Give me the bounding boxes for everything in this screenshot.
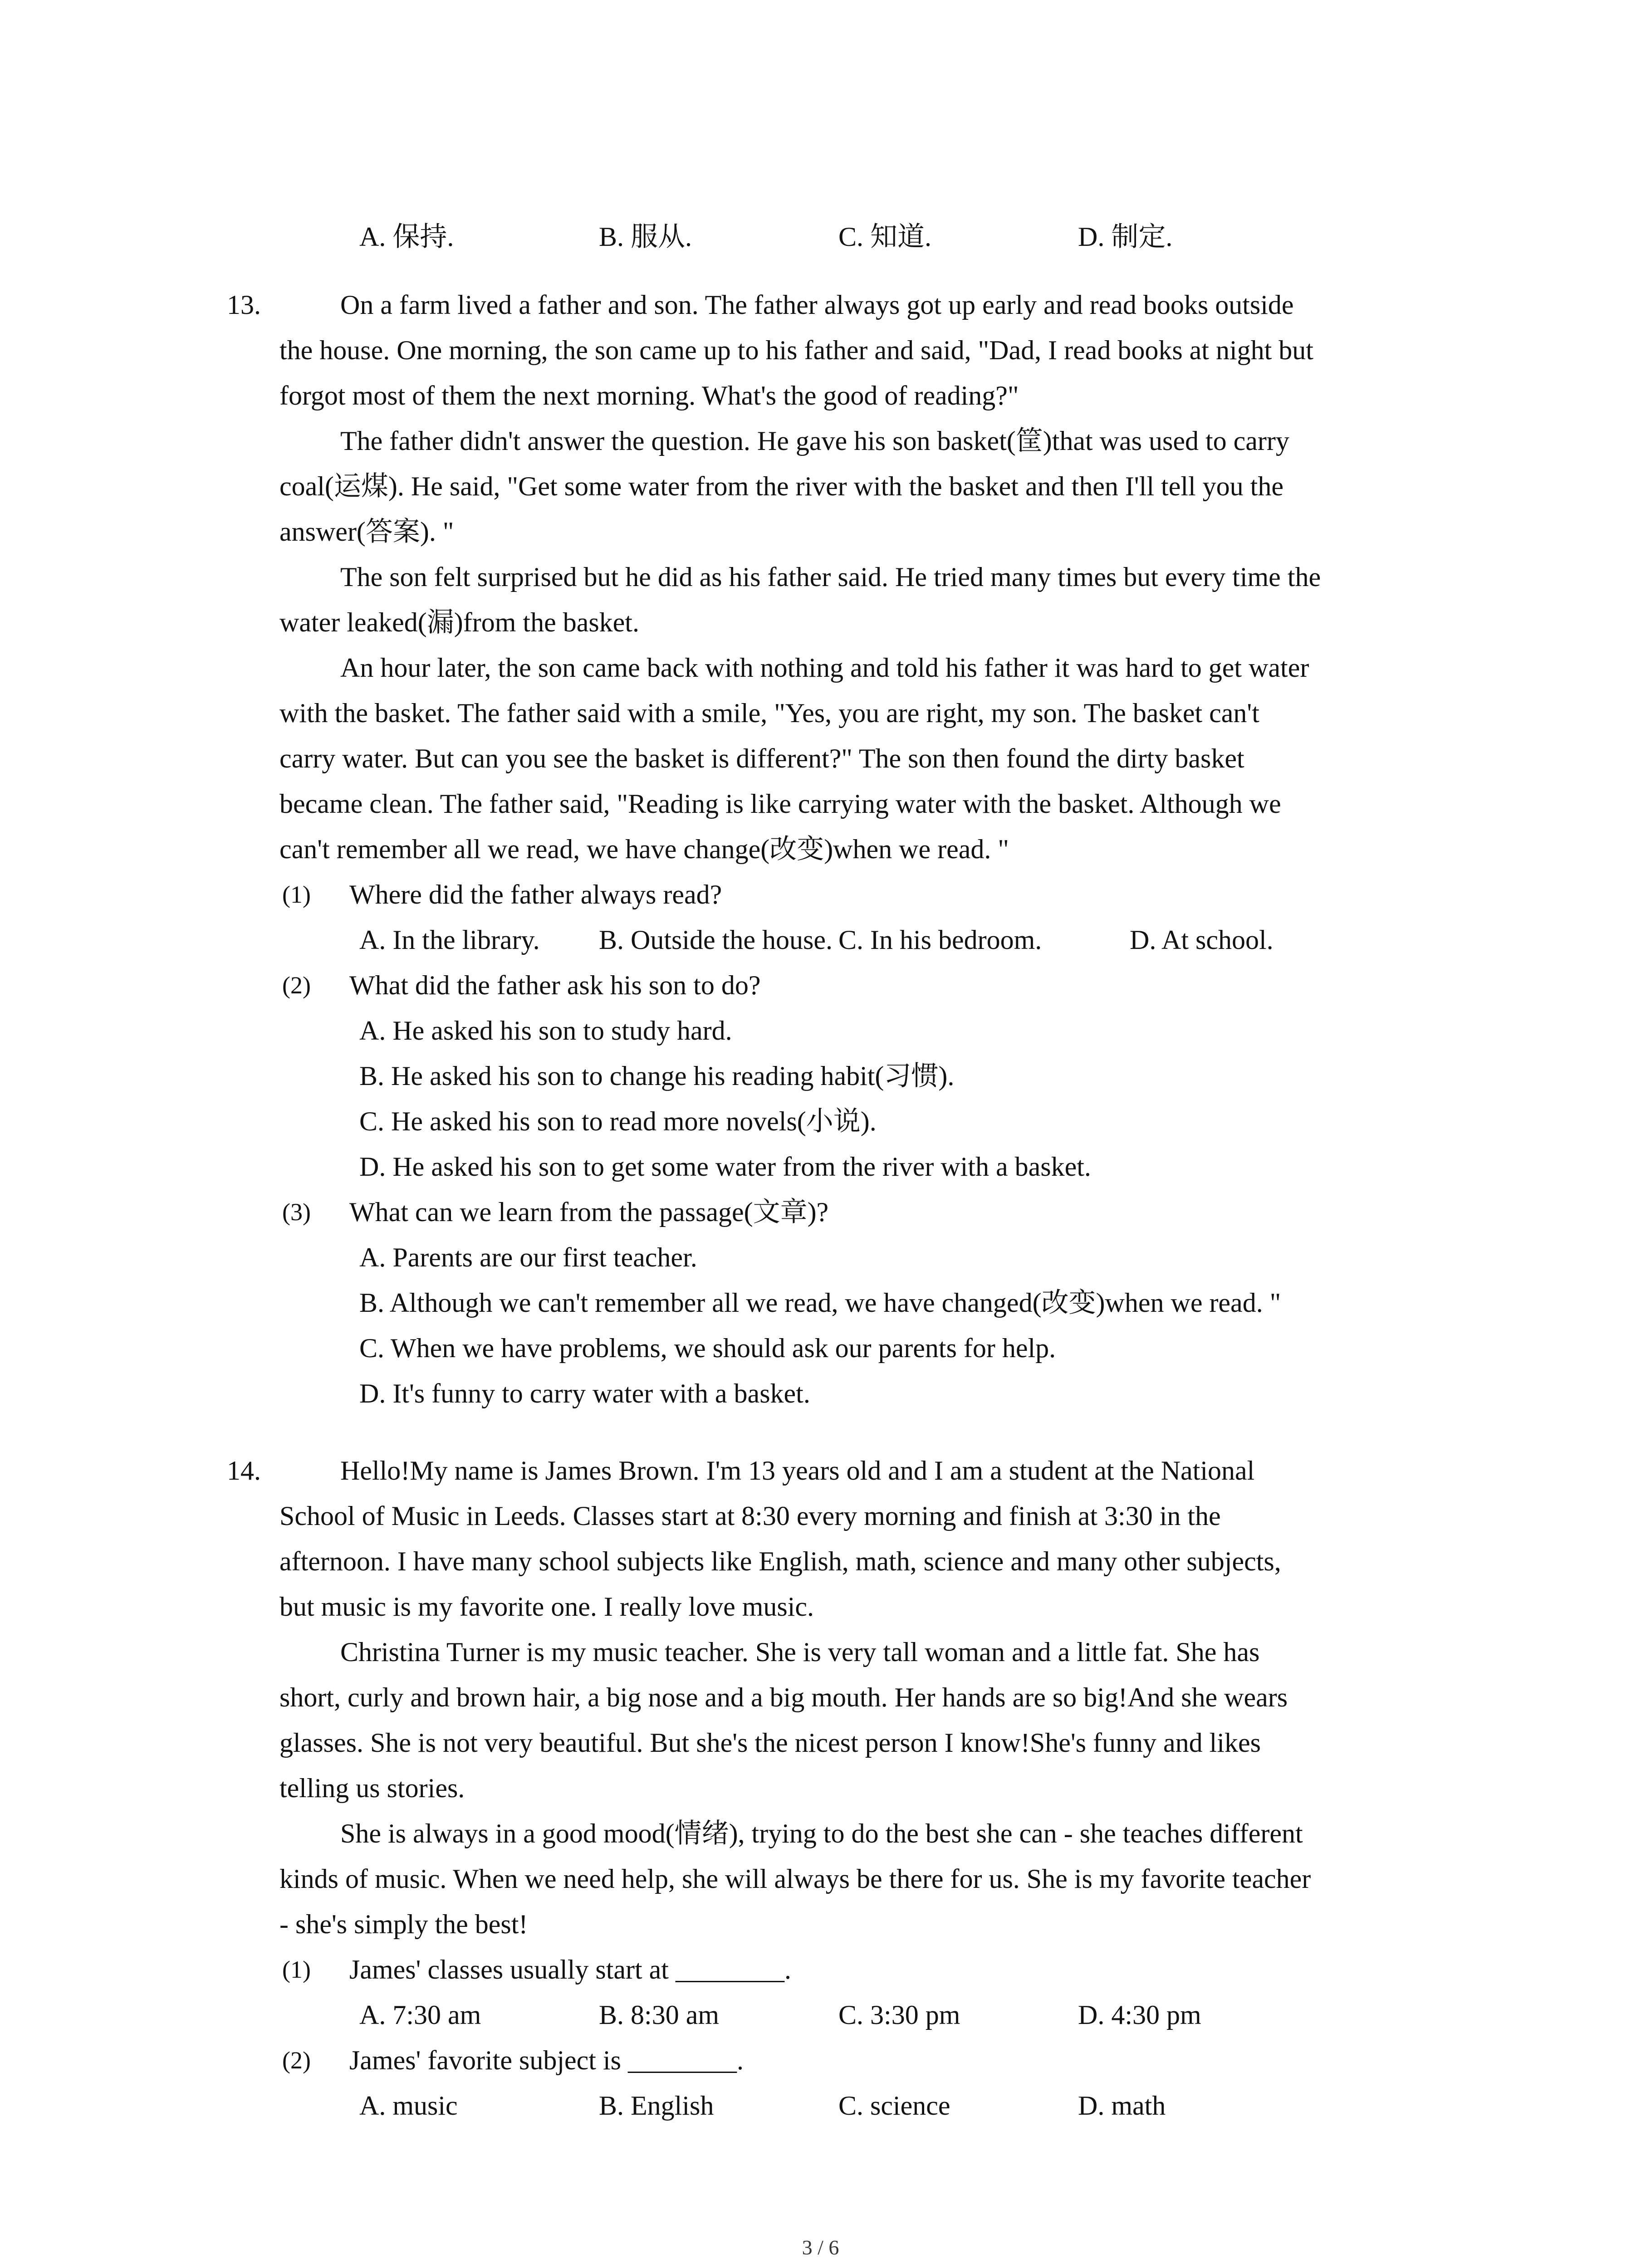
passage-line: kinds of music. When we need help, she will always be there for us. She is my favorite teacher [279, 1864, 1311, 1894]
option-d: D. 4:30 pm [1078, 2000, 1201, 2030]
passage-line: telling us stories. [279, 1773, 465, 1803]
option-a: A. Parents are our first teacher. [359, 1242, 697, 1272]
sub-question-text: What can we learn from the passage(文章)? [349, 1197, 829, 1227]
option-d: D. He asked his son to get some water from the river with a basket. [359, 1152, 1091, 1182]
option-b: B. Although we can't remember all we read, we have changed(改变)when we read. " [359, 1288, 1281, 1318]
passage-line: The father didn't answer the question. He gave his son basket(筐)that was used to carry [340, 426, 1289, 456]
passage-line: School of Music in Leeds. Classes start at 8:30 every morning and finish at 3:30 in the [279, 1501, 1221, 1531]
passage-line: carry water. But can you see the basket is different?" The son then found the dirty basket [279, 743, 1244, 773]
sub-question-number: (3) [282, 1198, 311, 1226]
option-b: B. English [599, 2091, 714, 2121]
sub-question-number: (1) [282, 1956, 311, 1983]
passage-line: She is always in a good mood(情绪), trying to do the best she can - she teaches different [340, 1818, 1303, 1848]
passage-line: An hour later, the son came back with nothing and told his father it was hard to get water [340, 653, 1309, 683]
sub-question-text: James' favorite subject is ________. [349, 2045, 744, 2075]
option-d: D. At school. [1130, 925, 1274, 955]
option-a: A. 7:30 am [359, 2000, 481, 2030]
passage-line: afternoon. I have many school subjects like English, math, science and many other subjects, [279, 1546, 1281, 1576]
option-d: D. It's funny to carry water with a basket. [359, 1378, 810, 1408]
q12-option-d: D. 制定. [1078, 222, 1173, 252]
option-c: C. In his bedroom. [838, 925, 1042, 955]
option-c: C. He asked his son to read more novels(小说). [359, 1106, 877, 1136]
passage-line: coal(运煤). He said, "Get some water from the river with the basket and then I'll tell you the [279, 471, 1283, 501]
sub-question-number: (2) [282, 2047, 311, 2074]
option-d: D. math [1078, 2091, 1166, 2121]
passage-line: can't remember all we read, we have change(改变)when we read. " [279, 834, 1009, 864]
sub-question-number: (2) [282, 972, 311, 999]
passage-line: Hello!My name is James Brown. I'm 13 years old and I am a student at the National [340, 1456, 1255, 1486]
option-c: C. science [838, 2091, 950, 2121]
passage-line: became clean. The father said, "Reading is like carrying water with the basket. Although we [279, 789, 1281, 819]
passage-line: Christina Turner is my music teacher. She is very tall woman and a little fat. She has [340, 1637, 1260, 1667]
passage-line: forgot most of them the next morning. What's the good of reading?" [279, 381, 1019, 411]
sub-question-text: James' classes usually start at ________. [349, 1955, 791, 1984]
q12-option-a: A. 保持. [359, 222, 454, 252]
question-number: 13. [227, 290, 261, 320]
option-c: C. 3:30 pm [838, 2000, 960, 2030]
page-number: 3 / 6 [802, 2236, 839, 2259]
passage-line: short, curly and brown hair, a big nose and a big mouth. Her hands are so big!And she wears [279, 1682, 1288, 1712]
option-b: B. 8:30 am [599, 2000, 719, 2030]
passage-line: answer(答案). " [279, 517, 454, 547]
passage-line: The son felt surprised but he did as his father said. He tried many times but every time the [340, 562, 1321, 592]
passage-line: the house. One morning, the son came up to his father and said, "Dad, I read books at night but [279, 335, 1313, 365]
option-c: C. When we have problems, we should ask our parents for help. [359, 1333, 1056, 1363]
option-a: A. In the library. [359, 925, 540, 955]
option-a: A. music [359, 2091, 458, 2121]
passage-line: with the basket. The father said with a smile, "Yes, you are right, my son. The basket can't [279, 698, 1259, 728]
passage-line: - she's simply the best! [279, 1909, 528, 1939]
q12-option-c: C. 知道. [838, 222, 932, 252]
option-b: B. He asked his son to change his reading habit(习惯). [359, 1061, 955, 1091]
sub-question-text: What did the father ask his son to do? [349, 970, 761, 1000]
option-b: B. Outside the house. [599, 925, 833, 955]
sub-question-text: Where did the father always read? [349, 880, 722, 909]
sub-question-number: (1) [282, 881, 311, 908]
passage-line: glasses. She is not very beautiful. But she's the nicest person I know!She's funny and likes [279, 1728, 1261, 1758]
passage-line: On a farm lived a father and son. The father always got up early and read books outside [340, 290, 1294, 320]
passage-line: water leaked(漏)from the basket. [279, 607, 639, 637]
option-a: A. He asked his son to study hard. [359, 1016, 732, 1046]
question-number: 14. [227, 1456, 261, 1486]
passage-line: but music is my favorite one. I really love music. [279, 1592, 814, 1622]
q12-option-b: B. 服从. [599, 222, 692, 252]
